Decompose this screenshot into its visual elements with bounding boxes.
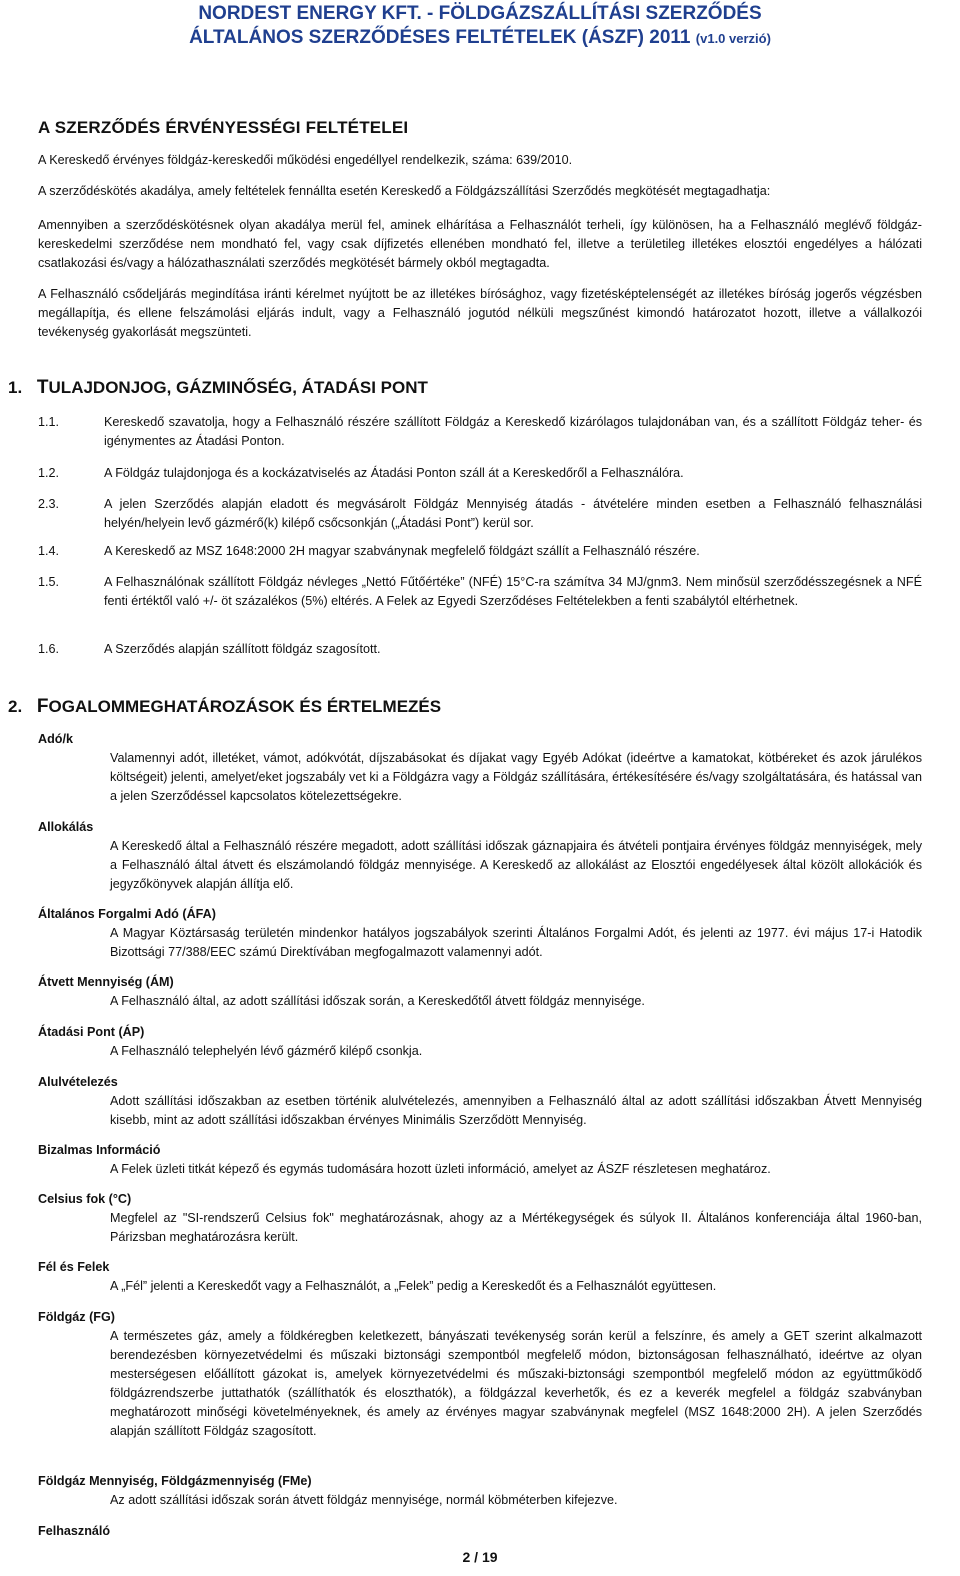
item-text: Kereskedő szavatolja, hogy a Felhasználó részére szállított Földgáz a Kereskedő kizárólagos tulajdonában van, és a szállított Földgáz teher- és igénymentes az Átadási Ponton. [104, 415, 922, 448]
term-name: Celsius fok (°C) [38, 1192, 132, 1206]
item-text: A Földgáz tulajdonjoga és a kockázatviselés az Átadási Ponton száll át a Kereskedőről a Felhasználóra. [104, 466, 684, 480]
header-line-2-text: ÁLTALÁNOS SZERZŐDÉSES FELTÉTELEK (ÁSZF) 2011 [189, 27, 691, 48]
validity-paragraph-1: A Kereskedő érvényes földgáz-kereskedői működési engedéllyel rendelkezik, száma: 639/2010. [38, 153, 573, 167]
definition-term [38, 1522, 922, 1541]
item-number: 1.1. [38, 415, 60, 429]
term-definition: Adott szállítási időszakban az esetben történik alulvételezés, amennyiben a Felhasználó által az adott szállítási időszakban Átvett Mennyiség kisebb, mint az adott szállítási időszakban érvényes Minimális Szerződött Mennyiség. [110, 1094, 922, 1127]
definition-term [38, 973, 922, 1011]
term-definition: A Magyar Köztársaság területén mindenkor hatályos jogszabályok szerinti Általános Forgalmi Adót, és jelenti az 1977. évi május 17-i Hatodik Bizottsági 77/388/EEC számú Direktívában megfogalmazott valamennyi adót. [110, 926, 922, 959]
validity-paragraph-3: Amennyiben a szerződéskötésnek olyan akadálya merül fel, aminek elhárítása a Felhasználót terheli, így különösen, ha a Felhasználó meglévő földgáz-kereskedelmi szerződése nem mondható fel, vagy csak díjfizetés ellenében mondható fel, illetve a területileg illetékes elosztói engedélyes a hálózati csatlakozási és/vagy a hálózathasználati szerződés megkötését bármely okból megtagadta. [38, 218, 922, 270]
section-1-title-initial: T [36, 377, 49, 398]
term-name: Földgáz (FG) [38, 1310, 115, 1324]
term-name: Földgáz Mennyiség, Földgázmennyiség (FMe) [38, 1474, 312, 1488]
term-definition: Az adott szállítási időszak során átvett földgáz mennyisége, normál köbméterben kifejezve. [110, 1493, 618, 1507]
validity-paragraph-2: A szerződéskötés akadálya, amely feltételek fennállta esetén Kereskedő a Földgázszállítási Szerződés megkötését megtagadhatja: [38, 184, 771, 198]
section-1-number: 1. [8, 378, 23, 397]
page-number: 2 / 19 [462, 1549, 498, 1565]
term-name: Allokálás [38, 820, 94, 834]
item-text: A Szerződés alapján szállított földgáz szagosított. [104, 642, 381, 656]
term-name: Átadási Pont (ÁP) [38, 1025, 145, 1039]
item-text: A Kereskedő az MSZ 1648:2000 2H magyar szabványnak megfelelő földgázt szállít a Felhasználó részére. [104, 544, 700, 558]
definition-term [38, 1141, 922, 1179]
section-1-item [38, 464, 922, 483]
term-name: Átvett Mennyiség (ÁM) [38, 975, 174, 989]
header-line-2 [0, 26, 960, 51]
section-1-item [38, 573, 922, 611]
term-definition: A Kereskedő által a Felhasználó részére megadott, adott szállítási időszak gáznapjaira és átvételi pontjaira érvényes földgáz mennyiségek, mely a Felhasználó által átvett és elszámolandó földgáz mennyisége. A Kereskedő az allokálást az Elosztói engedélyesek által közölt allokációk és jegyzőkönyvek alapján állítja elő. [110, 839, 922, 891]
term-name: Fél és Felek [38, 1260, 110, 1274]
validity-title: A SZERZŐDÉS ÉRVÉNYESSÉGI FELTÉTELEI [38, 118, 409, 137]
term-name: Felhasználó [38, 1524, 111, 1538]
section-1-item [38, 640, 922, 659]
section-2-title: OGALOMMEGHATÁROZÁSOK ÉS ÉRTELMEZÉS [48, 697, 442, 716]
definition-term [38, 905, 922, 962]
definition-term [38, 1308, 922, 1441]
term-definition: A „Fél” jelenti a Kereskedőt vagy a Felhasználót, a „Felek” pedig a Kereskedőt és a Felhasználót együttesen. [110, 1279, 717, 1293]
item-number: 1.6. [38, 642, 60, 656]
term-definition: A Felek üzleti titkát képező és egymás tudomására hozott üzleti információ, amelyet az ÁSZF részletesen meghatároz. [110, 1162, 771, 1176]
term-name: Bizalmas Információ [38, 1143, 161, 1157]
term-name: Általános Forgalmi Adó (ÁFA) [38, 907, 216, 921]
term-definition: A természetes gáz, amely a földkéregben keletkezett, bányászati tevékenység során kerül a felszínre, és amely a GET szerint alkalmazott berendezésben környezetvédelmi és műszaki biztonsági szempontból megfelelő módon, biztonságosan felhasználható, ideértve az olyan mesterségesen előállított gázokat is, amelyek környezetvédelmi és műszaki-biztonsági szempontból megfelelő módon az együttműködő földgázrendszerbe juttathatók (szállíthatók és eloszthatók), a földgázzal keverhetők, és ez a keverék megfelel a földgáz szabványban meghatározott minőségi követelményeknek, és amely az érvényes magyar szabványnak megfelel (MSZ 1648:2000 2H). A jelen Szerződés alapján szállított Földgáz szagosított. [110, 1329, 922, 1438]
section-1-item [38, 495, 922, 533]
term-name: Alulvételezés [38, 1075, 118, 1089]
section-2-number: 2. [8, 697, 23, 716]
item-text: A jelen Szerződés alapján eladott és megvásárolt Földgáz Mennyiség átadás - átvételére minden esetben a Felhasználó felhasználási helyén/helyein levő gázmérő(k) kilépő csőcsonkján („Átadási Pont”) kerül sor. [104, 497, 922, 530]
definition-term [38, 1472, 922, 1510]
definition-term [38, 1023, 922, 1061]
term-definition: A Felhasználó által, az adott szállítási időszak során, a Kereskedőtől átvett földgáz mennyisége. [110, 994, 645, 1008]
section-1-item [38, 542, 922, 561]
section-1-heading [8, 378, 922, 397]
definition-term [38, 1190, 922, 1247]
section-1-item [38, 413, 922, 451]
item-number: 1.4. [38, 544, 60, 558]
definition-term [38, 1073, 922, 1130]
validity-paragraph-4: A Felhasználó csődeljárás megindítása iránti kérelmet nyújtott be az illetékes bírósághoz, vagy fizetésképtelenségét az illetékes bíróság jogerős végzésben megállapítja, és ellene felszámolási eljárás indult, vagy a Felhasználó jogutód nélküli megszűnést kimondó határozatot hozott, illetve a vállalkozói tevékenység gyakorlását megszünteti. [38, 287, 922, 339]
term-definition: A Felhasználó telephelyén lévő gázmérő kilépő csonkja. [110, 1044, 423, 1058]
document-header [0, 2, 960, 51]
item-number: 1.5. [38, 575, 60, 589]
section-2-title-initial: F [36, 696, 49, 717]
section-2-heading [8, 697, 922, 716]
item-number: 2.3. [38, 497, 60, 511]
definition-term [38, 1258, 922, 1296]
header-version: (v1.0 verzió) [695, 31, 771, 46]
definition-term [38, 730, 922, 806]
item-number: 1.2. [38, 466, 60, 480]
term-name: Adó/k [38, 732, 73, 746]
section-1-title: ULAJDONJOG, GÁZMINŐSÉG, ÁTADÁSI PONT [48, 378, 428, 397]
term-definition: Valamennyi adót, illetéket, vámot, adókvótát, díjszabásokat és díjakat vagy Egyéb Adókat (ideértve a kamatokat, kötbéreket és azok járulékos költségeit) jelenti, amelyet/eket jogszabály vet ki a Földgázra vagy a Földgáz szállítására, értékesítésére és/vagy szolgáltatására, és hatással van a jelen Szerződéssel kapcsolatos kötelezettségekre. [110, 751, 922, 803]
item-text: A Felhasználónak szállított Földgáz névleges „Nettó Fűtőértéke” (NFÉ) 15°C-ra számítva 34 MJ/gnm3. Nem minősül szerződésszegésnek a NFÉ fenti értéktől való +/- öt százalékos (5%) eltérés. A Felek az Egyedi Szerződéses Feltételekben a fenti szabálytól eltérhetnek. [104, 575, 922, 608]
definition-term [38, 818, 922, 894]
term-definition: Megfelel az "SI-rendszerű Celsius fok" meghatározásnak, ahogy az a Mértékegységek és súlyok II. Általános konferenciája által 1960-ban, Párizsban meghatározásra került. [110, 1211, 922, 1244]
header-line-1: NORDEST ENERGY KFT. - FÖLDGÁZSZÁLLÍTÁSI SZERZŐDÉS [198, 3, 762, 24]
